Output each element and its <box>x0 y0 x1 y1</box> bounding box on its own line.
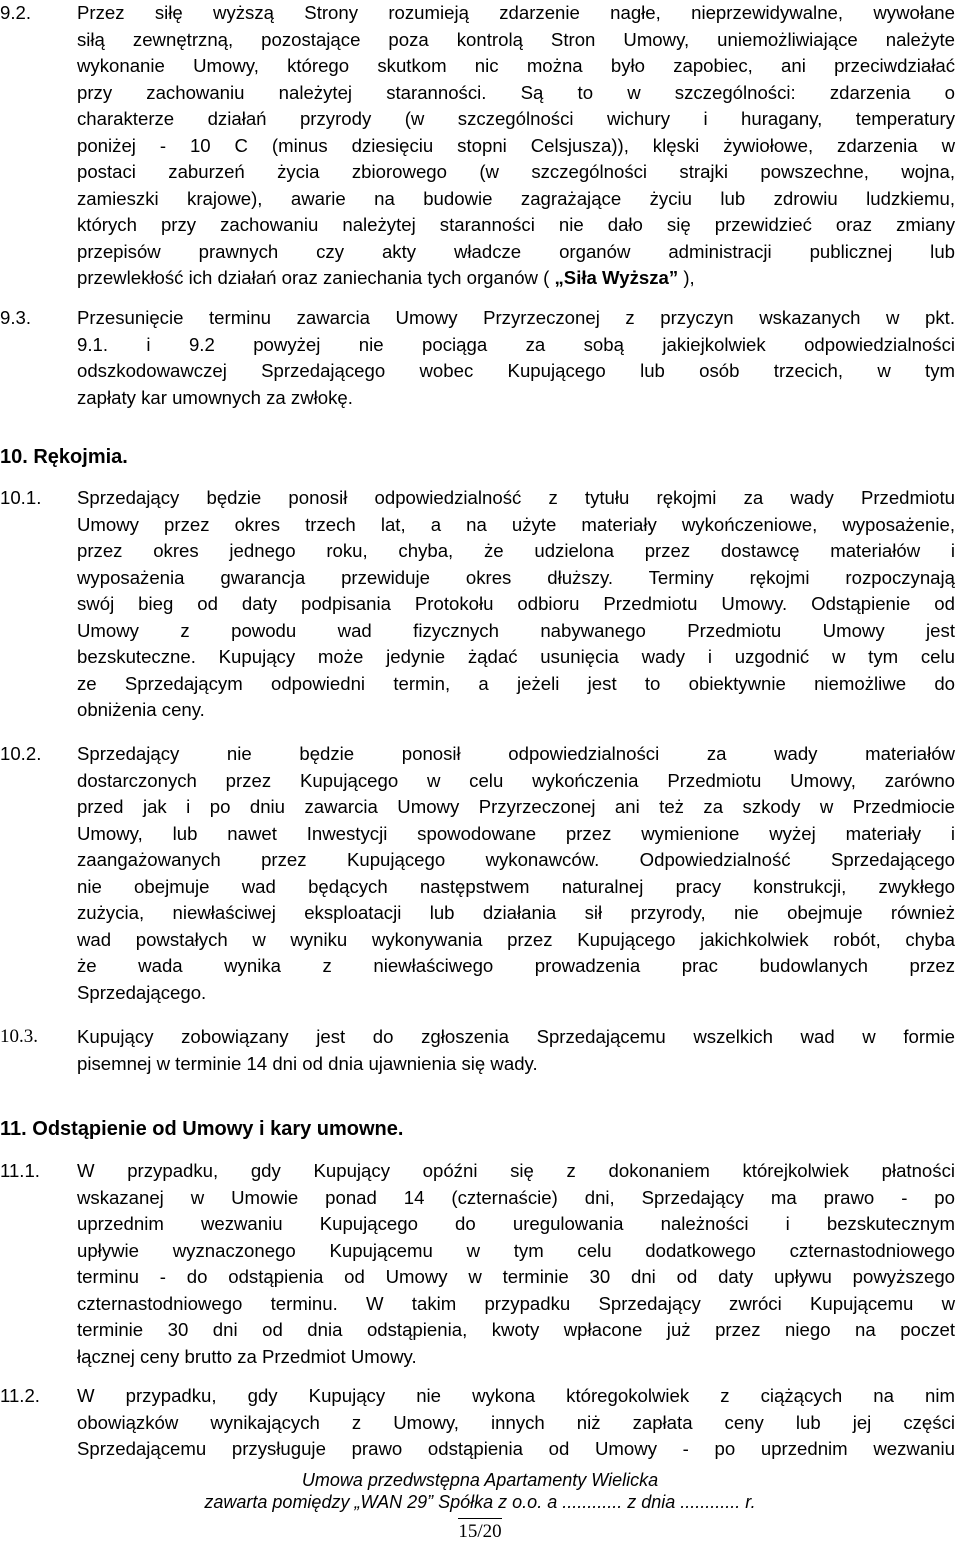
text-line: odszkodowawczej Sprzedającego wobec Kupującego lub osób trzecich, w tym <box>77 360 955 381</box>
text-run: ), <box>683 267 695 288</box>
text-line: obniżenia ceny. <box>77 699 205 720</box>
text-line: Kupujący zobowiązany jest do zgłoszenia Sprzedającemu wszelkich wad w formie <box>77 1026 955 1047</box>
text-line: Sprzedający nie będzie ponosił odpowiedzialności za wady materiałów <box>77 743 955 764</box>
text-line: poniżej - 10 C (minus dziesięciu stopni Celsjusza)), klęski żywiołowe, zdarzenia w <box>77 134 955 156</box>
text-line: pisemnej w terminie 14 dni od dnia ujawnienia się wady. <box>77 1052 538 1074</box>
footer <box>0 1469 960 1513</box>
clause-text <box>77 1158 955 1370</box>
clause-text <box>77 0 955 292</box>
text-line: upływie wyznaczonego Kupującemu w tym celu dodatkowego czternastodniowego <box>77 1239 955 1261</box>
text-line: łącznej ceny brutto za Przedmiot Umowy. <box>77 1345 417 1367</box>
text-line: czternastodniowego terminu. W takim przypadku Sprzedający zwróci Kupującemu w <box>77 1292 955 1314</box>
text-line: wyposażenia gwarancja przewiduje okres dłuższy. Terminy rękojmi rozpoczynają <box>77 566 955 588</box>
text-line: bezskuteczne. Kupujący może jedynie żądać usunięcia wady i uzgodnić w tym celu <box>77 646 955 667</box>
text-line: dostarczonych przez Kupującego w celu wykończenia Przedmiotu Umowy, zarówno <box>77 769 955 791</box>
clause-text <box>77 741 955 1006</box>
text-line: Umowy z powodu wad fizycznych nabywanego Przedmiotu Umowy jest <box>77 619 955 641</box>
text-line: wykonanie Umowy, którego skutkom nic można było zapobiec, ani przeciwdziałać <box>77 55 955 76</box>
text-line: zaangażowanych przez Kupującego wykonawców. Odpowiedzialność Sprzedającego <box>77 849 955 870</box>
clause-number: 9.2. <box>0 2 32 23</box>
clause-number: 10.2. <box>0 743 42 764</box>
text-line: przepisów prawnych czy akty władcze organów administracji publicznej lub <box>77 240 955 262</box>
text-line: Sprzedającego. <box>77 981 207 1003</box>
clause-number: 11.1. <box>0 1160 40 1181</box>
footer-title: Umowa przedwstępna Apartamenty Wielicka <box>301 1470 659 1490</box>
text-line: postaci zaburzeń życia zbiorowego (w szczególności strajki powszechne, wojna, <box>77 161 955 182</box>
text-line: Sprzedającemu przysługuje prawo odstąpienia od Umowy - po uprzednim wezwaniu <box>77 1438 955 1459</box>
defined-term: „Siła Wyższa” <box>549 267 684 288</box>
clause-text <box>77 1024 955 1077</box>
text-line: Przez siłę wyższą Strony rozumieją zdarzenie nagłe, nieprzewidywalne, wywołane <box>77 2 955 23</box>
text-line: swój bieg od daty podpisania Protokołu odbioru Przedmiotu Umowy. Odstąpienie od <box>77 593 955 614</box>
clause-number: 10.1. <box>0 487 42 508</box>
text-line: zamieszki krajowe), awarie na budowie zagrażające życiu lub zdrowiu ludzkiemu, <box>77 187 955 209</box>
text-line: wskazanej w Umowie ponad 14 (czternaście) dni, Sprzedający ma prawo - po <box>77 1186 955 1208</box>
text-line: Umowy przez okres trzech lat, a na użyte materiały wykończeniowe, wyposażenie, <box>77 513 955 535</box>
page-number <box>0 1518 960 1543</box>
clause-number: 11.2. <box>0 1385 40 1406</box>
section-heading: 10. Rękojmia. <box>0 446 128 468</box>
text-line: Przesunięcie terminu zawarcia Umowy Przyrzeczonej z przyczyn wskazanych w pkt. <box>77 307 955 328</box>
text-line <box>77 265 955 292</box>
text-line: ze Sprzedającym odpowiedni termin, a jeżeli jest to obiektywnie niemożliwe do <box>77 672 955 694</box>
clause-number: 10.3. <box>0 1026 38 1047</box>
text-line: zużycia, niewłaściwej eksploatacji lub działania sił przyrody, nie obejmuje również <box>77 902 955 923</box>
text-line: że wada wynika z niewłaściwego prowadzenia prac budowlanych przez <box>77 955 955 976</box>
text-run: przewlekłość ich działań oraz zaniechania tych organów ( <box>77 267 550 288</box>
text-line: charakterze działań przyrody (w szczególności wichury i huragany, temperatury <box>77 108 955 129</box>
text-line: W przypadku, gdy Kupujący nie wykona któregokolwiek z ciążących na nim <box>77 1385 955 1406</box>
clause-text <box>77 1383 955 1463</box>
clause-number: 9.3. <box>0 307 32 328</box>
clause-text <box>77 305 955 411</box>
text-line: przez okres jednego roku, chyba, że udzielona przez dostawcę materiałów i <box>77 540 955 561</box>
text-line: nie obejmuje wad będących następstwem naturalnej pracy konstrukcji, zwykłego <box>77 875 955 897</box>
text-line: uprzednim wezwaniu Kupującego do uregulowania należności i bezskutecznym <box>77 1213 955 1234</box>
text-line: siłą zewnętrzną, pozostające poza kontrolą Stron Umowy, uniemożliwiające należyte <box>77 28 955 50</box>
text-line: terminu - do odstąpienia od Umowy w terminie 30 dni od daty upływu powyższego <box>77 1266 955 1287</box>
text-line: Umowy, lub nawet Inwestycji spowodowane przez wymienione wyżej materiały i <box>77 822 955 844</box>
text-line: W przypadku, gdy Kupujący opóźni się z dokonaniem którejkolwiek płatności <box>77 1160 955 1181</box>
footer-parties: zawarta pomiędzy „WAN 29” Spółka z o.o. a ............ z dnia ............ r. <box>204 1492 756 1512</box>
text-line: 9.1. i 9.2 powyżej nie pociąga za sobą jakiejkolwiek odpowiedzialności <box>77 333 955 355</box>
text-line: zapłaty kar umownych za zwłokę. <box>77 386 353 408</box>
section-heading: 11. Odstąpienie od Umowy i kary umowne. <box>0 1118 404 1140</box>
text-line: Sprzedający będzie ponosił odpowiedzialność z tytułu rękojmi za wady Przedmiotu <box>77 487 955 508</box>
clause-text <box>77 485 955 724</box>
text-line: przy zachowaniu należytej staranności. Są to w szczególności: zdarzenia o <box>77 81 955 103</box>
text-line: przed jak i po dniu zawarcia Umowy Przyrzeczonej ani też za szkody w Przedmiocie <box>77 796 955 817</box>
page-number-text: 15/20 <box>458 1518 501 1543</box>
text-line: wad powstałych w wyniku wykonywania przez Kupującego jakichkolwiek robót, chyba <box>77 928 955 950</box>
text-line: obowiązków wynikających z Umowy, innych niż zapłata ceny lub jej części <box>77 1411 955 1433</box>
text-line: których przy zachowaniu należytej staranności nie dało się przewidzieć oraz zmiany <box>77 214 955 235</box>
text-line: terminie 30 dni od dnia odstąpienia, kwoty wpłacone już przez niego na poczet <box>77 1319 955 1340</box>
